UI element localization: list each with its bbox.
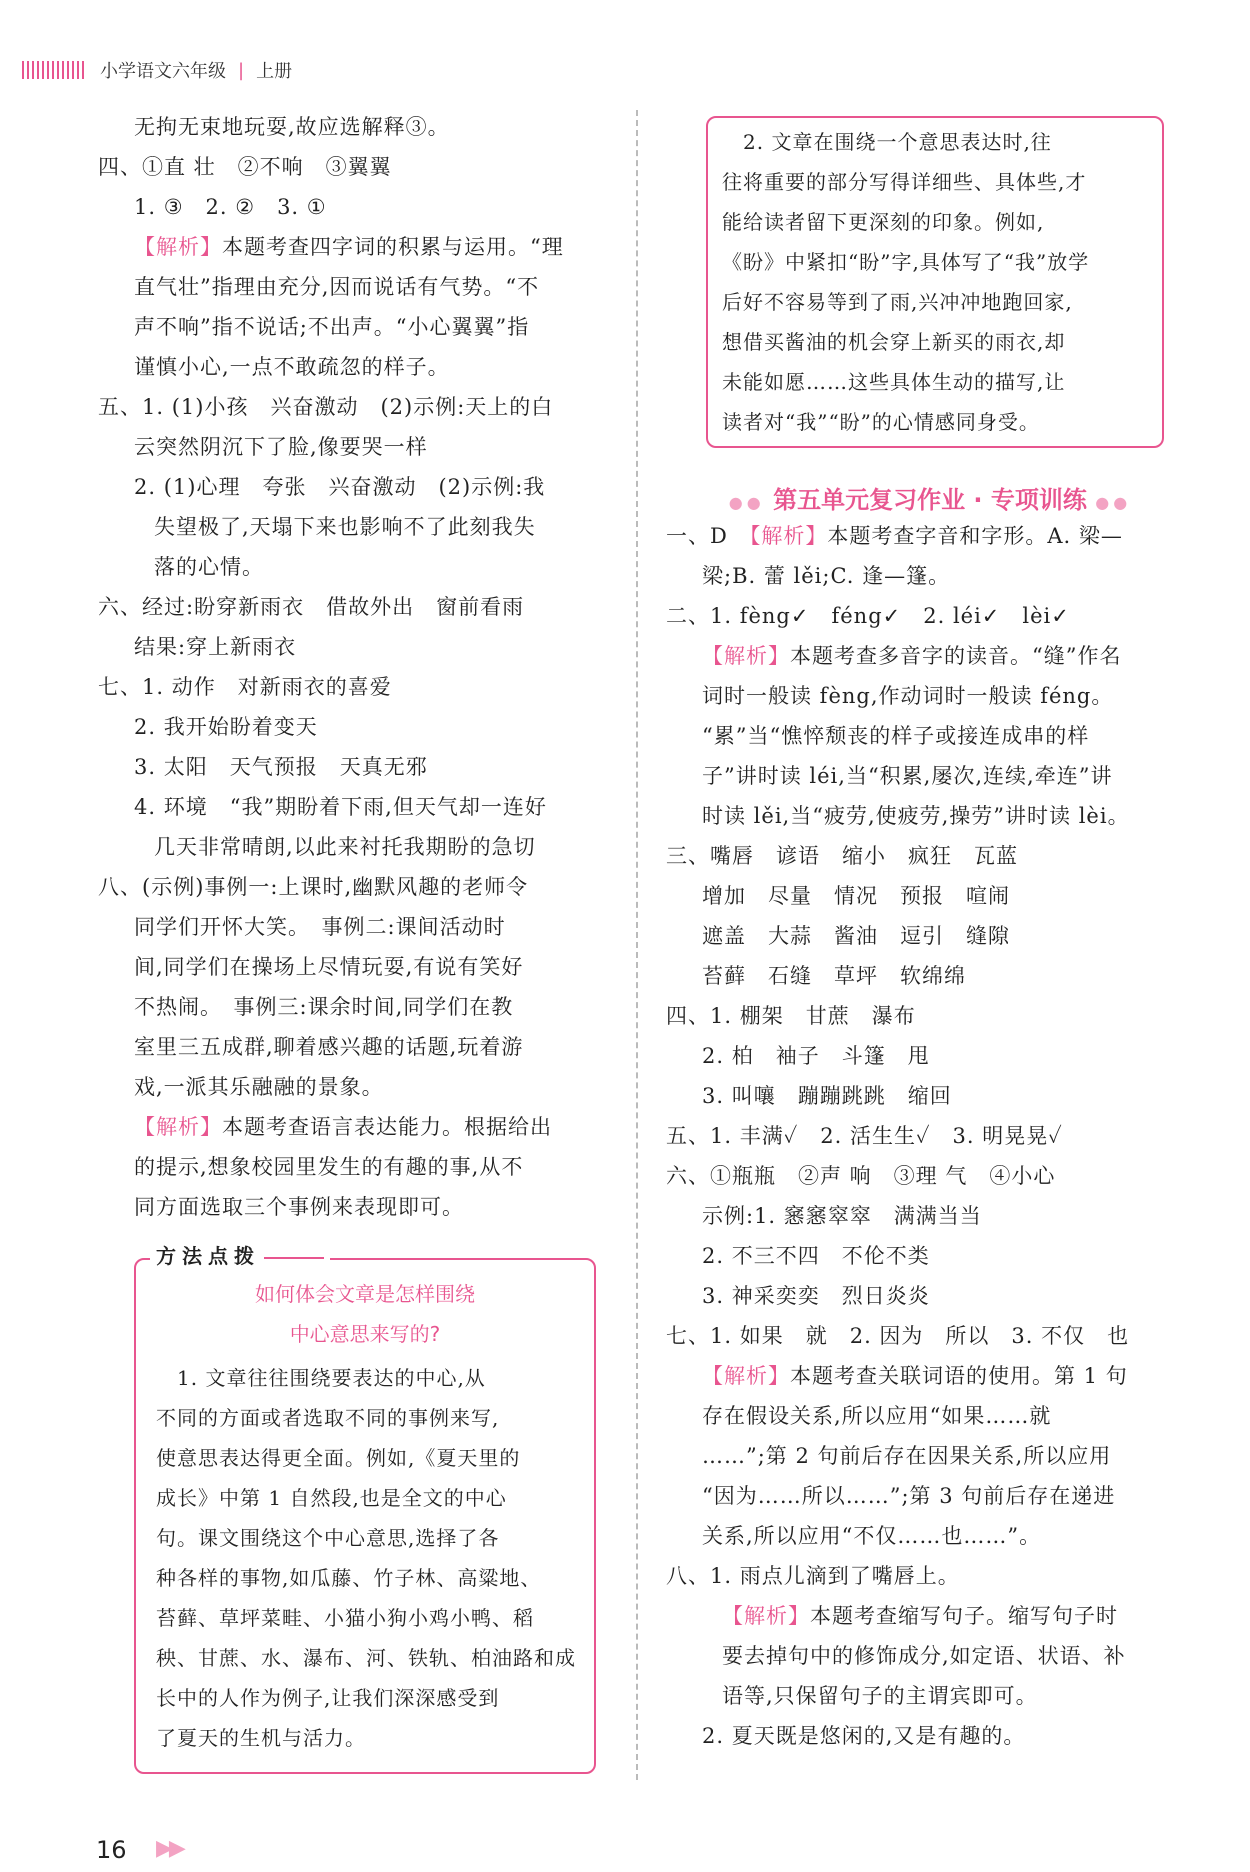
line-text: 声不响”指不说话;不出声。“小心翼翼”指 bbox=[134, 315, 530, 339]
right_lines-line bbox=[666, 676, 1186, 716]
tip-line: 想借买酱油的机会穿上新买的雨衣,却 bbox=[722, 330, 1066, 354]
book-title: 小学语文六年级 bbox=[100, 61, 226, 82]
column-divider bbox=[636, 110, 638, 1780]
line-text: 五、1. 丰满✓ 2. 活生生✓ 3. 明晃晃✓ bbox=[666, 1124, 1063, 1148]
method-line: 长中的人作为例子,让我们深深感受到 bbox=[156, 1686, 500, 1710]
method-line: 了夏天的生机与活力。 bbox=[156, 1726, 366, 1750]
method-body bbox=[136, 1354, 594, 1758]
line-text: 存在假设关系,所以应用“如果……就 bbox=[702, 1404, 1052, 1428]
left_lines-line bbox=[98, 1147, 608, 1187]
left_lines-line bbox=[98, 707, 608, 747]
line-text: 失望极了,天塌下来也影响不了此刻我失 bbox=[154, 515, 536, 539]
left_lines-line bbox=[98, 627, 608, 667]
method-line: 成长》中第 1 自然段,也是全文的中心 bbox=[156, 1486, 507, 1510]
line-text: 示例:1. 窸窸窣窣 满满当当 bbox=[702, 1204, 982, 1228]
line-text: 遮盖 大蒜 酱油 逗引 缝隙 bbox=[702, 924, 1010, 948]
left_lines-line bbox=[98, 1187, 608, 1227]
line-text: 苔藓 石缝 草坪 软绵绵 bbox=[702, 964, 966, 988]
tip-line: 未能如愿……这些具体生动的描写,让 bbox=[722, 370, 1066, 394]
left_lines-line bbox=[98, 467, 608, 507]
left_lines-line bbox=[98, 147, 608, 187]
tip-line: 后好不容易等到了雨,兴冲冲地跑回家, bbox=[722, 290, 1073, 314]
left_lines-line bbox=[98, 507, 608, 547]
line-text: 本题考查关联词语的使用。第 1 句 bbox=[790, 1364, 1128, 1388]
left_lines-line bbox=[98, 547, 608, 587]
line-text: 二、1. fèng✓ féng✓ 2. léi✓ lèi✓ bbox=[666, 604, 1070, 628]
right_lines-line bbox=[666, 996, 1186, 1036]
tip-line: 读者对“我”“盼”的心情感同身受。 bbox=[722, 410, 1040, 434]
line-text: 四、①直 壮 ②不响 ③翼翼 bbox=[98, 155, 392, 179]
method-label: 方法点拨 bbox=[150, 1240, 330, 1269]
method-line: 使意思表达得更全面。例如,《夏天里的 bbox=[156, 1446, 521, 1470]
line-text: 落的心情。 bbox=[154, 555, 264, 579]
line-text: 要去掉句中的修饰成分,如定语、状语、补 bbox=[722, 1644, 1126, 1668]
line-text: 4. 环境 “我”期盼着下雨,但天气却一连好 bbox=[134, 795, 547, 819]
line-text: 1. ③ 2. ② 3. ① bbox=[134, 195, 327, 219]
unit-title: ●● 第五单元复习作业 · 专项训练 ●● bbox=[728, 486, 1132, 514]
right_lines-line bbox=[666, 956, 1186, 996]
line-text: 同方面选取三个事例来表现即可。 bbox=[134, 1195, 464, 1219]
left_lines-line bbox=[98, 347, 608, 387]
line-text: 不热闹。 事例三:课余时间,同学们在教 bbox=[134, 995, 514, 1019]
right_lines-line bbox=[666, 1436, 1186, 1476]
left-column bbox=[98, 107, 608, 1227]
method-line: 不同的方面或者选取不同的事例来写, bbox=[156, 1406, 500, 1430]
method-box bbox=[134, 1258, 596, 1774]
right_lines-line bbox=[666, 1076, 1186, 1116]
line-text: 室里三五成群,聊着感兴趣的话题,玩着游 bbox=[134, 1035, 524, 1059]
left_lines-line bbox=[98, 227, 608, 267]
line-text: 语等,只保留句子的主谓宾即可。 bbox=[722, 1684, 1038, 1708]
method-title-line1: 如何体会文章是怎样围绕 bbox=[255, 1282, 475, 1306]
left_lines-line bbox=[98, 427, 608, 467]
line-text: 子”讲时读 léi,当“积累,屡次,连续,牵连”讲 bbox=[702, 764, 1113, 788]
line-text: 间,同学们在操场上尽情玩耍,有说有笑好 bbox=[134, 955, 524, 979]
analysis-tag: 【解析】 bbox=[749, 524, 828, 548]
right_lines-line bbox=[666, 1676, 1186, 1716]
right_lines-line bbox=[666, 796, 1186, 836]
method-line: 句。课文围绕这个中心意思,选择了各 bbox=[156, 1526, 500, 1550]
method-line: 种各样的事物,如瓜藤、竹子林、高粱地、 bbox=[156, 1566, 542, 1590]
right_lines-line bbox=[666, 1156, 1186, 1196]
page-header bbox=[22, 55, 292, 85]
left_lines-line bbox=[98, 307, 608, 347]
right_lines-line bbox=[666, 596, 1186, 636]
right_lines-line bbox=[666, 756, 1186, 796]
left_lines-line bbox=[98, 187, 608, 227]
line-text: ……”;第 2 句前后存在因果关系,所以应用 bbox=[702, 1444, 1112, 1468]
method-title-line2: 中心意思来写的? bbox=[289, 1322, 441, 1346]
right_lines-line bbox=[666, 716, 1186, 756]
line-text: 几天非常晴朗,以此来衬托我期盼的急切 bbox=[154, 835, 536, 859]
right_lines-line bbox=[666, 1116, 1186, 1156]
line-text: 2. (1)心理 夸张 兴奋激动 (2)示例:我 bbox=[134, 475, 546, 499]
line-text: 词时一般读 fèng,作动词时一般读 féng。 bbox=[702, 684, 1114, 708]
right_lines-line bbox=[666, 916, 1186, 956]
line-text: 增加 尽量 情况 预报 喧闹 bbox=[702, 884, 1010, 908]
tip-box-body bbox=[708, 118, 1162, 442]
header-stripes-decoration bbox=[22, 61, 84, 79]
line-text: 时读 lěi,当“疲劳,使疲劳,操劳”讲时读 lèi。 bbox=[702, 804, 1130, 828]
volume-label: 上册 bbox=[256, 61, 293, 82]
left_lines-line bbox=[98, 387, 608, 427]
analysis-text: 本题考查字音和字形。A. 梁— bbox=[827, 524, 1123, 548]
line-text: 六、经过:盼穿新雨衣 借故外出 窗前看雨 bbox=[98, 595, 525, 619]
tip-line: 《盼》中紧扣“盼”字,具体写了“我”放学 bbox=[722, 250, 1090, 274]
header-separator: | bbox=[238, 59, 245, 81]
line-text: 2. 我开始盼着变天 bbox=[134, 715, 318, 739]
line-text: 结果:穿上新雨衣 bbox=[134, 635, 297, 659]
left_lines-line bbox=[98, 827, 608, 867]
left_lines-line bbox=[98, 587, 608, 627]
right_lines-line bbox=[666, 876, 1186, 916]
method-line: 秧、甘蔗、水、瀑布、河、铁轨、柏油路和成 bbox=[156, 1646, 576, 1670]
line-text: 3. 叫嚷 蹦蹦跳跳 缩回 bbox=[702, 1084, 952, 1108]
right_lines-line bbox=[666, 1596, 1186, 1636]
analysis-tag: 【解析】 bbox=[134, 235, 222, 259]
line-text: 同学们开怀大笑。 事例二:课间活动时 bbox=[134, 915, 506, 939]
right_lines-line bbox=[666, 1556, 1186, 1596]
line-text: 无拘无束地玩耍,故应选解释③。 bbox=[134, 115, 450, 139]
method-line: 1. 文章往往围绕要表达的中心,从 bbox=[156, 1366, 486, 1390]
left_lines-line bbox=[98, 747, 608, 787]
right_lines-line bbox=[666, 516, 1186, 556]
line-text: 本题考查缩写句子。缩写句子时 bbox=[810, 1604, 1118, 1628]
analysis-tag: 【解析】 bbox=[702, 644, 790, 668]
line-text: 本题考查四字词的积累与运用。“理 bbox=[222, 235, 564, 259]
right_lines-line bbox=[666, 556, 1186, 596]
line-text: 五、1. (1)小孩 兴奋激动 (2)示例:天上的白 bbox=[98, 395, 554, 419]
line-text: 2. 夏天既是悠闲的,又是有趣的。 bbox=[702, 1724, 1026, 1748]
right-column bbox=[666, 516, 1186, 1756]
line-text: 七、1. 如果 就 2. 因为 所以 3. 不仅 也 bbox=[666, 1324, 1130, 1348]
left_lines-line bbox=[98, 907, 608, 947]
right_lines-line bbox=[666, 1196, 1186, 1236]
left_lines-line bbox=[98, 267, 608, 307]
line-text: 本题考查语言表达能力。根据给出 bbox=[222, 1115, 552, 1139]
tip-line: 2. 文章在围绕一个意思表达时,往 bbox=[722, 130, 1052, 154]
method-line: 苔藓、草坪菜畦、小猫小狗小鸡小鸭、稻 bbox=[156, 1606, 534, 1630]
line-text: 的提示,想象校园里发生的有趣的事,从不 bbox=[134, 1155, 524, 1179]
right_lines-line bbox=[666, 1636, 1186, 1676]
line-text: 八、(示例)事例一:上课时,幽默风趣的老师令 bbox=[98, 875, 529, 899]
line-text: 谨慎小心,一点不敢疏忽的样子。 bbox=[134, 355, 450, 379]
left_lines-line bbox=[98, 1067, 608, 1107]
right_lines-line bbox=[666, 1276, 1186, 1316]
right_lines-line bbox=[666, 1356, 1186, 1396]
line-text: “累”当“憔悴颓丧的样子或接连成串的样 bbox=[702, 724, 1090, 748]
right_lines-line bbox=[666, 1236, 1186, 1276]
line-text: 六、①瓶瓶 ②声 响 ③理 气 ④小心 bbox=[666, 1164, 1056, 1188]
right_lines-line bbox=[666, 636, 1186, 676]
left_lines-line bbox=[98, 947, 608, 987]
line-text: 3. 神采奕奕 烈日炎炎 bbox=[702, 1284, 930, 1308]
page-arrows-decoration: ▶▶ bbox=[156, 1836, 182, 1861]
answer-text: 一、D bbox=[666, 524, 750, 548]
left_lines-line bbox=[98, 787, 608, 827]
line-text: 戏,一派其乐融融的景象。 bbox=[134, 1075, 384, 1099]
left_lines-line bbox=[98, 987, 608, 1027]
left_lines-line bbox=[98, 867, 608, 907]
analysis-tag: 【解析】 bbox=[722, 1604, 810, 1628]
line-text: “因为……所以……”;第 3 句前后存在递进 bbox=[702, 1484, 1116, 1508]
line-text: 梁;B. 蕾 lěi;C. 逢—篷。 bbox=[702, 564, 951, 588]
line-text: 直气壮”指理由充分,因而说话有气势。“不 bbox=[134, 275, 540, 299]
tip-line: 往将重要的部分写得详细些、具体些,才 bbox=[722, 170, 1087, 194]
line-text: 三、嘴唇 谚语 缩小 疯狂 瓦蓝 bbox=[666, 844, 1018, 868]
left_lines-line bbox=[98, 667, 608, 707]
line-text: 八、1. 雨点儿滴到了嘴唇上。 bbox=[666, 1564, 960, 1588]
line-text: 本题考查多音字的读音。“缝”作名 bbox=[790, 644, 1122, 668]
page-number: 16 bbox=[96, 1836, 127, 1864]
line-text: 3. 太阳 天气预报 天真无邪 bbox=[134, 755, 428, 779]
line-text: 2. 不三不四 不伦不类 bbox=[702, 1244, 930, 1268]
tip-box bbox=[706, 116, 1164, 448]
right_lines-line bbox=[666, 836, 1186, 876]
line-text: 七、1. 动作 对新雨衣的喜爱 bbox=[98, 675, 392, 699]
right_lines-line bbox=[666, 1316, 1186, 1356]
line-text: 关系,所以应用“不仅……也……”。 bbox=[702, 1524, 1042, 1548]
analysis-tag: 【解析】 bbox=[134, 1115, 222, 1139]
left_lines-line bbox=[98, 107, 608, 147]
left_lines-line bbox=[98, 1107, 608, 1147]
right_lines-line bbox=[666, 1036, 1186, 1076]
right_lines-line bbox=[666, 1396, 1186, 1436]
line-text: 云突然阴沉下了脸,像要哭一样 bbox=[134, 435, 428, 459]
line-text: 2. 柏 袖子 斗篷 甩 bbox=[702, 1044, 930, 1068]
right_lines-line bbox=[666, 1516, 1186, 1556]
right_lines-line bbox=[666, 1716, 1186, 1756]
analysis-tag: 【解析】 bbox=[702, 1364, 790, 1388]
line-text: 四、1. 棚架 甘蔗 瀑布 bbox=[666, 1004, 916, 1028]
left_lines-line bbox=[98, 1027, 608, 1067]
right_lines-line bbox=[666, 1476, 1186, 1516]
tip-line: 能给读者留下更深刻的印象。例如, bbox=[722, 210, 1045, 234]
